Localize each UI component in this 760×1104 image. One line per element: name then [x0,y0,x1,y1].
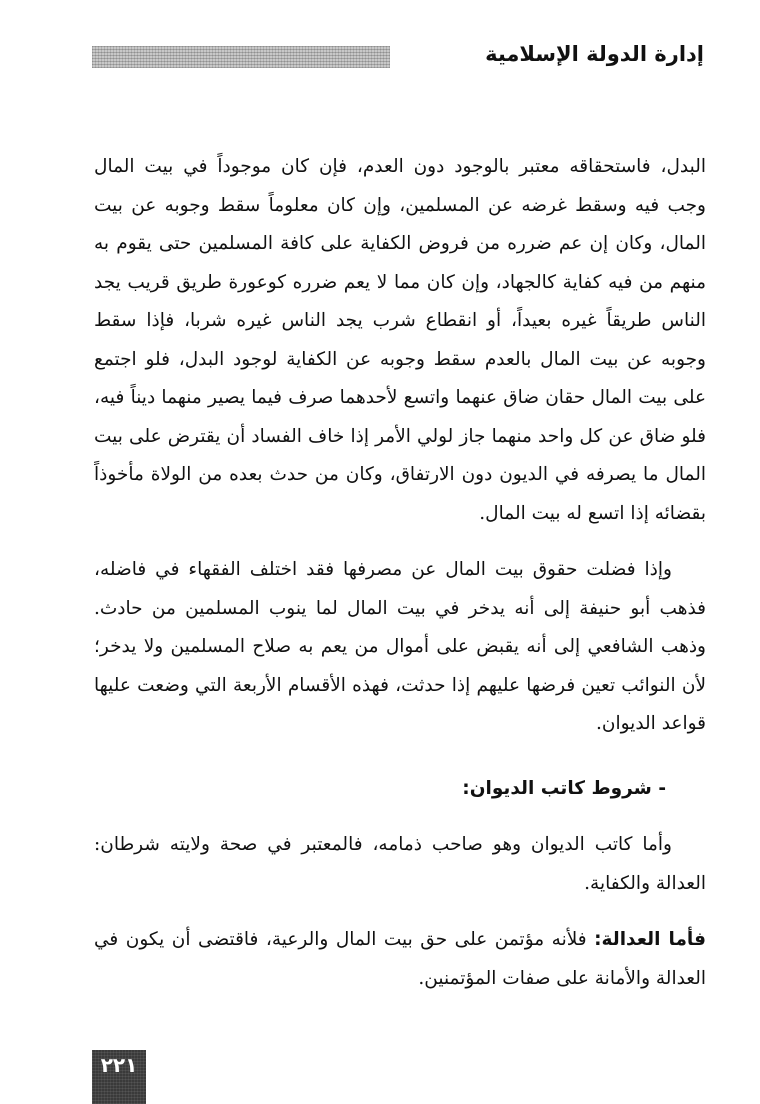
paragraph-4-rest: فلأنه مؤتمن على حق بيت المال والرعية، فاقتضى أن يكون في العدالة والأمانة على صفات المؤتمنين. [94,929,706,989]
paragraph-4 [94,921,706,998]
page-number: ٢٢١ [100,1053,138,1077]
paragraph-2: وإذا فضلت حقوق بيت المال عن مصرفها فقد اختلف الفقهاء في فاضله، فذهب أبو حنيفة إلى أنه يدخر في بيت المال لما ينوب المسلمين من حادث. وذهب الشافعي إلى أنه يقبض على أموال من يعم به صلاح المسلمين ولا يدخر؛ لأن النوائب تعين فرضها عليهم إذا حدثت، فهذه الأقسام الأربعة التي وضعت عليها قواعد الديوان. [94,559,706,734]
paragraph-1: البدل، فاستحقاقه معتبر بالوجود دون العدم، فإن كان موجوداً في بيت المال وجب فيه وسقط غرضه عن المسلمين، وإن كان معلوماً سقط وجوبه عن بيت المال، وكان إن عم ضرره من فروض الكفاية على كافة المسلمين حتى يقوم به منهم من فيه كفاية كالجهاد، وإن كان مما لا يعم ضرره كوعورة طريق قريب يجد الناس طريقاً غيره بعيداً، أو انقطاع شرب يجد الناس غيره شربا، فإذا سقط وجوبه عن بيت المال بالعدم سقط وجوبه عن الكفاية لوجود البدل، فلو اجتمع على بيت المال حقان ضاق عنهما واتسع لأحدهما صرف فيما يصير منهما ديناً فيه، فلو ضاق عن كل واحد منهما جاز لولي الأمر إذا خاف الفساد أن يقترض على بيت المال ما يصرفه في الديون دون الارتفاق، وكان من حدث بعده من الولاة مأخوذاً بقضائه إذا اتسع له بيت المال. [94,156,706,524]
page-body [94,148,706,998]
section-subheading: - شروط كاتب الديوان: [462,777,666,799]
running-header [92,40,704,74]
paragraph-4-lead: فأما العدالة: [594,929,706,950]
header-title: إدارة الدولة الإسلامية [485,42,704,66]
paragraph-3: وأما كاتب الديوان وهو صاحب ذمامه، فالمعتبر في صحة ولايته شرطان: العدالة والكفاية. [94,834,706,894]
page-number-box [92,1050,146,1104]
header-decorative-band [92,46,390,68]
